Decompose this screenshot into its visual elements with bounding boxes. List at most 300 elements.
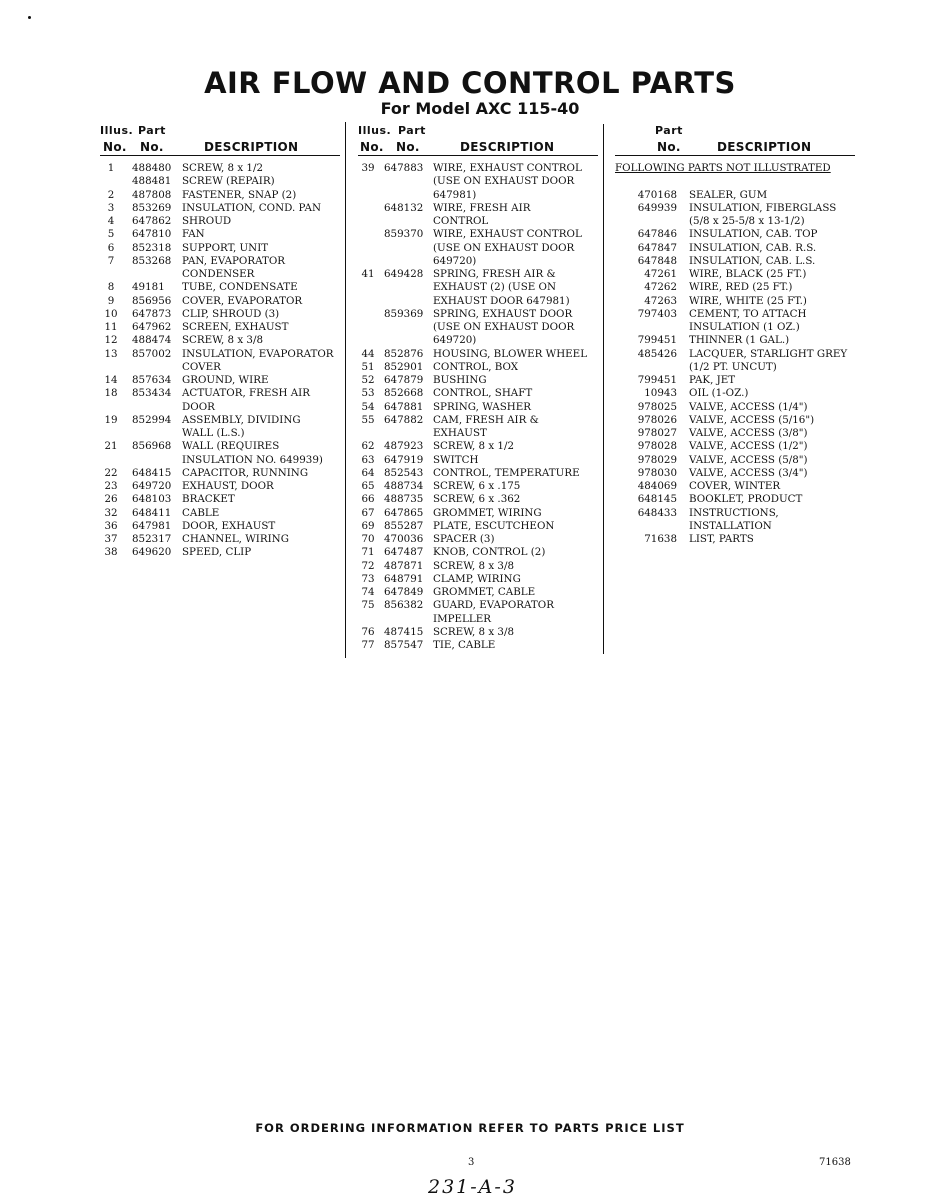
illus-number: 51 (361, 360, 375, 373)
part-description: CONTROL, TEMPERATURE (433, 466, 580, 479)
part-number: 488481 (132, 175, 172, 188)
illus-number: 53 (361, 387, 375, 400)
part-number: 488735 (384, 493, 424, 506)
part-number: 487871 (384, 559, 424, 572)
illus-number: 76 (361, 625, 375, 638)
part-number: 852543 (384, 466, 424, 479)
part-number: 649428 (384, 268, 424, 280)
part-number: 649720 (132, 480, 172, 492)
part-description: VALVE, ACCESS (5/8") (689, 453, 808, 466)
list-item (358, 348, 598, 361)
part-description: CONTROL, SHAFT (433, 387, 533, 400)
illus-number: 21 (104, 440, 118, 453)
part-description: HOUSING, BLOWER WHEEL (433, 347, 588, 360)
part-description: SCREW, 8 x 3/8 (182, 334, 264, 347)
part-description: (1/2 PT. UNCUT) (689, 360, 777, 373)
illus-number: 3 (107, 201, 115, 214)
list-item (358, 175, 598, 188)
list-item (358, 560, 598, 573)
part-number: 647981 (132, 519, 172, 532)
parts-column-2 (358, 122, 598, 652)
list-item (358, 599, 598, 612)
list-item (615, 281, 855, 294)
part-number: 648145 (637, 493, 677, 506)
list-item (100, 427, 340, 440)
list-item (100, 401, 340, 414)
part-number: 647919 (384, 453, 424, 466)
page-number: 3 (468, 1157, 475, 1168)
list-item (358, 467, 598, 480)
list-item (615, 454, 855, 467)
part-number: 647849 (384, 586, 424, 598)
list-item (100, 507, 340, 520)
illus-number: 32 (104, 506, 118, 519)
part-description: PAK, JET (689, 374, 736, 386)
part-description: LIST, PARTS (689, 533, 754, 545)
part-number: 647810 (132, 228, 172, 241)
part-number: 49181 (132, 281, 165, 294)
part-header-top: Part (138, 124, 166, 137)
column-divider (603, 124, 604, 654)
illus-number: 64 (361, 466, 375, 479)
part-description: SHROUD (182, 215, 232, 227)
part-description: VALVE, ACCESS (1/2") (689, 440, 808, 453)
part-number: 856956 (132, 294, 172, 307)
part-description: IMPELLER (433, 612, 492, 625)
list-item (358, 281, 598, 294)
part-description: WIRE, WHITE (25 FT.) (689, 294, 807, 307)
part-description: COVER, WINTER (689, 480, 781, 492)
description-header: DESCRIPTION (717, 140, 812, 154)
part-number: 488734 (384, 480, 424, 492)
illus-number: 4 (107, 215, 115, 227)
part-number: 852317 (132, 533, 172, 545)
part-description: FAN (182, 228, 205, 241)
part-description: SCREW, 6 x .362 (433, 493, 521, 506)
list-item (358, 387, 598, 400)
part-description: TUBE, CONDENSATE (182, 281, 298, 294)
part-number: 978026 (637, 413, 677, 426)
list-item (615, 401, 855, 414)
part-number: 488474 (132, 334, 172, 347)
list-item (615, 480, 855, 493)
part-description: SCREEN, EXHAUST (182, 321, 289, 333)
illus-number: 71 (361, 546, 375, 559)
illus-number: 9 (107, 294, 115, 307)
part-description: GROMMET, CABLE (433, 586, 536, 598)
illus-number: 74 (361, 586, 375, 598)
parts-column-3 (615, 122, 855, 546)
part-description: SCREW, 8 x 3/8 (433, 625, 515, 638)
list-item (358, 255, 598, 268)
part-description: INSULATION NO. 649939) (182, 453, 323, 466)
list-item (615, 348, 855, 361)
description-header: DESCRIPTION (460, 140, 555, 154)
list-item (358, 546, 598, 559)
illus-number: 52 (361, 374, 375, 386)
part-description: SCREW, 8 x 1/2 (433, 440, 515, 453)
illus-number: 19 (104, 413, 118, 426)
part-number: 649939 (637, 201, 677, 214)
part-description: SEALER, GUM (689, 188, 768, 201)
part-number: 47261 (644, 268, 677, 280)
list-item (100, 162, 340, 175)
part-number: 978027 (637, 427, 677, 439)
list-item (358, 520, 598, 533)
illus-number: 77 (361, 639, 375, 651)
part-number: 799451 (637, 374, 677, 386)
list-item (358, 361, 598, 374)
part-number: 857634 (132, 374, 172, 386)
part-number: 647847 (637, 241, 677, 254)
illus-number: 65 (361, 480, 375, 492)
part-number: 647883 (384, 162, 424, 174)
part-number: 647848 (637, 254, 677, 267)
list-item (615, 533, 855, 546)
part-number: 648415 (132, 466, 172, 479)
illus-number: 26 (104, 493, 118, 506)
illus-number: 69 (361, 519, 375, 532)
list-item (615, 255, 855, 268)
illus-number: 11 (104, 321, 118, 333)
scan-speck (28, 16, 31, 19)
part-description: SPRING, EXHAUST DOOR (433, 307, 573, 320)
part-number: 857002 (132, 347, 172, 360)
list-item (358, 202, 598, 215)
illus-number: 1 (107, 162, 115, 174)
part-description: INSULATION, FIBERGLASS (689, 201, 837, 214)
list-item (358, 573, 598, 586)
list-item (358, 334, 598, 347)
illus-number: 7 (107, 254, 115, 267)
part-description: 647981) (433, 188, 477, 201)
list-item (615, 215, 855, 228)
part-description: INSULATION, EVAPORATOR (182, 347, 334, 360)
part-description: WIRE, EXHAUST CONTROL (433, 228, 582, 241)
list-item (615, 507, 855, 520)
list-item (100, 334, 340, 347)
list-item (615, 387, 855, 400)
list-item (615, 520, 855, 533)
note-text: FOLLOWING PARTS NOT ILLUSTRATED (615, 162, 831, 174)
list-item (100, 215, 340, 228)
part-number: 852668 (384, 387, 424, 400)
illus-number: 10 (104, 307, 118, 320)
list-item (615, 268, 855, 281)
ordering-note: FOR ORDERING INFORMATION REFER TO PARTS PRICE LIST (255, 1121, 685, 1135)
part-description: CHANNEL, WIRING (182, 533, 289, 545)
part-description: INSTRUCTIONS, (689, 506, 779, 519)
list-item (615, 189, 855, 202)
part-number: 648433 (637, 506, 677, 519)
list-item (358, 295, 598, 308)
part-number: 47262 (644, 281, 677, 294)
column-header-top (615, 122, 855, 138)
list-item (615, 361, 855, 374)
list-item (615, 242, 855, 255)
illus-number: 13 (104, 347, 118, 360)
part-description: GROMMET, WIRING (433, 506, 542, 519)
parts-column-1 (100, 122, 340, 560)
list-item (358, 414, 598, 427)
handwritten-mark: 231-A-3 (428, 1176, 517, 1198)
list-item (615, 374, 855, 387)
part-description: WALL (REQUIRES (182, 440, 280, 453)
part-description: DOOR, EXHAUST (182, 519, 276, 532)
part-number: 855287 (384, 519, 424, 532)
list-item (100, 374, 340, 387)
illus-number: 36 (104, 519, 118, 532)
part-number: 647487 (384, 546, 424, 559)
description-header: DESCRIPTION (204, 140, 299, 154)
part-description: INSULATION, COND. PAN (182, 201, 321, 214)
part-description: OIL (1-OZ.) (689, 387, 749, 400)
illus-number: 72 (361, 559, 375, 572)
part-description: COVER (182, 360, 221, 373)
list-item (615, 467, 855, 480)
part-number: 853268 (132, 254, 172, 267)
part-description: CLAMP, WIRING (433, 572, 521, 585)
part-number: 852901 (384, 360, 424, 373)
list-item (100, 440, 340, 453)
column-header (615, 138, 855, 156)
illus-number: 41 (361, 268, 375, 280)
part-number: 484069 (637, 480, 677, 492)
list-item (358, 440, 598, 453)
part-description: 649720) (433, 254, 477, 267)
part-description: WIRE, EXHAUST CONTROL (433, 162, 582, 174)
part-description: THINNER (1 GAL.) (689, 334, 790, 347)
illus-number: 44 (361, 347, 375, 360)
part-number: 470168 (637, 188, 677, 201)
part-number: 853434 (132, 387, 172, 400)
list-item (358, 427, 598, 440)
list-item (100, 175, 340, 188)
part-description: SWITCH (433, 453, 479, 466)
part-number: 10943 (644, 387, 677, 400)
part-description: CAPACITOR, RUNNING (182, 466, 309, 479)
list-item (358, 374, 598, 387)
list-item (100, 242, 340, 255)
part-description: VALVE, ACCESS (5/16") (689, 413, 815, 426)
illus-number: 8 (107, 281, 115, 294)
list-item (358, 533, 598, 546)
part-description: SUPPORT, UNIT (182, 241, 269, 254)
list-item (100, 281, 340, 294)
list-item (100, 321, 340, 334)
part-number: 647873 (132, 307, 172, 320)
part-description: EXHAUST (2) (USE ON (433, 281, 556, 294)
part-description: (USE ON EXHAUST DOOR (433, 241, 575, 254)
part-number: 856968 (132, 440, 172, 453)
list-item (615, 440, 855, 453)
part-description: VALVE, ACCESS (3/8") (689, 427, 808, 439)
illus-number: 12 (104, 334, 118, 347)
list-item (358, 162, 598, 175)
list-item (358, 189, 598, 202)
illus-number: 66 (361, 493, 375, 506)
parts-list (615, 162, 855, 546)
part-description: PAN, EVAPORATOR (182, 254, 286, 267)
list-item (358, 626, 598, 639)
part-description: (USE ON EXHAUST DOOR (433, 175, 575, 188)
part-no-header: No. (657, 140, 681, 154)
list-item (100, 255, 340, 268)
part-number: 852318 (132, 241, 172, 254)
list-item (100, 308, 340, 321)
part-description: SPRING, WASHER (433, 400, 532, 413)
part-number: 649620 (132, 546, 172, 559)
list-item (100, 387, 340, 400)
part-description: SCREW, 8 x 3/8 (433, 559, 515, 572)
column-header-top (100, 122, 340, 138)
illus-number: 2 (107, 188, 115, 201)
list-item (358, 308, 598, 321)
illus-number: 37 (104, 533, 118, 545)
part-description: SCREW, 6 x .175 (433, 480, 521, 492)
part-description: VALVE, ACCESS (3/4") (689, 466, 808, 479)
part-description: CLIP, SHROUD (3) (182, 307, 280, 320)
part-description: EXHAUST, DOOR (182, 480, 274, 492)
part-description: CONTROL (433, 215, 489, 227)
part-number: 978025 (637, 400, 677, 413)
illus-number: 54 (361, 400, 375, 413)
part-description: INSTALLATION (689, 519, 772, 532)
list-item (100, 228, 340, 241)
list-item (615, 295, 855, 308)
list-item (358, 613, 598, 626)
list-item (358, 242, 598, 255)
part-description: GUARD, EVAPORATOR (433, 599, 554, 612)
part-description: SCREW, 8 x 1/2 (182, 162, 264, 174)
column-header (100, 138, 340, 156)
parts-list (100, 162, 340, 560)
part-description: WIRE, RED (25 FT.) (689, 281, 793, 294)
illus-number: 5 (107, 228, 115, 241)
part-description: COVER, EVAPORATOR (182, 294, 303, 307)
illus-header-top: Illus. (100, 124, 134, 137)
part-description: BRACKET (182, 493, 235, 506)
list-item (615, 493, 855, 506)
illus-number: 6 (107, 241, 115, 254)
part-description: GROUND, WIRE (182, 374, 269, 386)
list-item (358, 268, 598, 281)
list-item (358, 507, 598, 520)
list-item (100, 546, 340, 559)
part-number: 859369 (384, 307, 424, 320)
list-item (100, 467, 340, 480)
part-description: CAM, FRESH AIR & (433, 413, 539, 426)
part-number: 853269 (132, 201, 172, 214)
part-number: 487923 (384, 440, 424, 453)
part-number: 856382 (384, 599, 424, 612)
part-description: VALVE, ACCESS (1/4") (689, 400, 808, 413)
part-description: (5/8 x 25-5/8 x 13-1/2) (689, 215, 805, 227)
part-number: 648791 (384, 572, 424, 585)
illus-no-header: No. (103, 140, 127, 154)
column-header (358, 138, 598, 156)
illus-no-header: No. (360, 140, 384, 154)
part-description: PLATE, ESCUTCHEON (433, 519, 555, 532)
part-number: 648411 (132, 506, 172, 519)
part-description: INSULATION (1 OZ.) (689, 321, 800, 333)
part-description: FASTENER, SNAP (2) (182, 188, 297, 201)
part-number: 978029 (637, 453, 677, 466)
list-item (100, 295, 340, 308)
part-header-top: Part (398, 124, 426, 137)
list-item (100, 520, 340, 533)
part-number: 647865 (384, 506, 424, 519)
illus-header-top: Illus. (358, 124, 392, 137)
part-number: 71638 (644, 533, 677, 545)
part-description: EXHAUST (433, 427, 487, 439)
part-number: 978028 (637, 440, 677, 453)
part-number: 648132 (384, 201, 424, 214)
part-number: 47263 (644, 294, 677, 307)
list-item (100, 480, 340, 493)
part-number: 488480 (132, 162, 172, 174)
part-description: WALL (L.S.) (182, 427, 245, 439)
part-number: 797403 (637, 307, 677, 320)
illus-number: 39 (361, 162, 375, 174)
list-item (358, 401, 598, 414)
list-item (615, 414, 855, 427)
list-item (358, 454, 598, 467)
list-item (100, 454, 340, 467)
list-item (615, 202, 855, 215)
part-number: 487415 (384, 625, 424, 638)
part-number: 978030 (637, 466, 677, 479)
part-number: 470036 (384, 533, 424, 545)
part-number: 799451 (637, 334, 677, 347)
list-item (100, 493, 340, 506)
not-illustrated-note (615, 162, 855, 175)
illus-number: 62 (361, 440, 375, 453)
list-item (615, 308, 855, 321)
part-description: SPACER (3) (433, 533, 495, 545)
list-item (615, 321, 855, 334)
illus-number: 22 (104, 466, 118, 479)
illus-number: 23 (104, 480, 118, 492)
column-header-top (358, 122, 598, 138)
illus-number: 73 (361, 572, 375, 585)
list-item (100, 189, 340, 202)
part-number: 857547 (384, 639, 424, 651)
part-description: DOOR (182, 400, 215, 413)
part-number: 852994 (132, 413, 172, 426)
part-description: CONTROL, BOX (433, 360, 519, 373)
illus-number: 75 (361, 599, 375, 612)
part-description: SCREW (REPAIR) (182, 175, 275, 188)
part-description: BOOKLET, PRODUCT (689, 493, 803, 506)
part-description: KNOB, CONTROL (2) (433, 546, 546, 559)
part-description: CABLE (182, 506, 220, 519)
part-number: 852876 (384, 347, 424, 360)
list-item (358, 586, 598, 599)
list-item (358, 228, 598, 241)
part-header-top: Part (655, 124, 683, 137)
illus-number: 70 (361, 533, 375, 545)
page-title: AIR FLOW AND CONTROL PARTS (204, 66, 736, 100)
list-item (100, 348, 340, 361)
list-item (358, 321, 598, 334)
part-no-header: No. (396, 140, 420, 154)
part-description: CEMENT, TO ATTACH (689, 307, 807, 320)
list-item (615, 334, 855, 347)
illus-number: 63 (361, 453, 375, 466)
part-number: 647862 (132, 215, 172, 227)
part-number: 647962 (132, 321, 172, 333)
